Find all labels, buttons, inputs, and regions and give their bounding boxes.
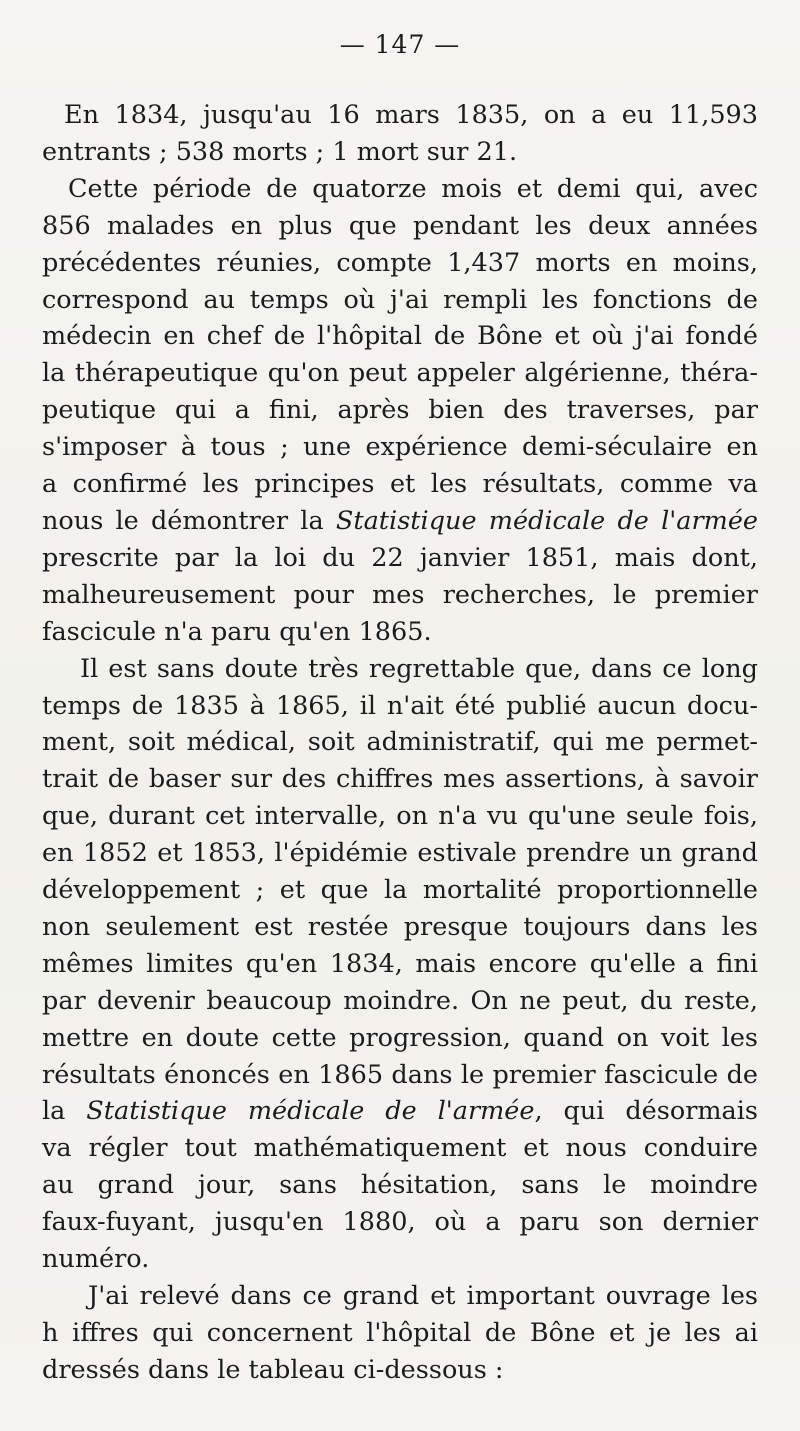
text-line: faux-fuyant, jusqu'en 1880, où a paru son dernier: [42, 1207, 758, 1238]
text-line: mettre en doute cette progression, quand on voit les: [42, 1022, 758, 1053]
text-line: au grand jour, sans hésitation, sans le moindre: [42, 1170, 758, 1201]
text-line: a confirmé les principes et les résultats, comme va: [42, 469, 758, 500]
text-line: résultats énoncés en 1865 dans le premier fascicule de: [42, 1059, 758, 1090]
text-line: médecin en chef de l'hôpital de Bône et où j'ai fondé: [42, 321, 758, 352]
text-segment: la: [42, 1096, 66, 1127]
text-line: En 1834, jusqu'au 16 mars 1835, on a eu 11,593: [64, 100, 758, 130]
text-line: mêmes limites qu'en 1834, mais encore qu'elle a fini: [42, 948, 758, 979]
text-line: trait de baser sur des chiffres mes assertions, à savoir: [42, 764, 758, 795]
text-line: précédentes réunies, compte 1,437 morts en moins,: [42, 247, 758, 278]
text-line: correspond au temps où j'ai rempli les fonctions de: [42, 284, 758, 315]
paragraph-1: [42, 97, 758, 171]
book-title-italic: Statistique médicale de l'armée: [335, 505, 759, 536]
page-number: — 147 —: [339, 30, 461, 59]
text-line: ment, soit médical, soit administratif, qui me permet-: [42, 727, 758, 758]
text-line-with-title: [42, 1093, 758, 1130]
text-line: s'imposer à tous ; une expérience demi-séculaire en: [42, 432, 758, 463]
text-line: va régler tout mathématiquement et nous conduire: [42, 1133, 758, 1164]
text-line: malheureusement pour mes recherches, le premier: [42, 579, 758, 610]
body-text: [42, 97, 758, 1389]
book-title-italic: Statistique médicale de l'armée: [86, 1096, 535, 1127]
text-line: peutique qui a fini, après bien des traverses, par: [42, 395, 758, 426]
paragraph-3: [42, 651, 758, 1278]
paragraph-2: [42, 171, 758, 651]
text-line: J'ai relevé dans ce grand et important ouvrage les: [88, 1281, 758, 1311]
text-line: Il est sans doute très regrettable que, dans ce long: [80, 653, 758, 684]
text-line: que, durant cet intervalle, on n'a vu qu'une seule fois,: [42, 801, 758, 832]
text-line: fascicule n'a paru qu'en 1865.: [42, 616, 432, 647]
text-line: développement ; et que la mortalité proportionnelle: [42, 875, 758, 906]
text-line: par devenir beaucoup moindre. On ne peut, du reste,: [42, 985, 758, 1016]
text-line: prescrite par la loi du 22 janvier 1851, mais dont,: [42, 542, 758, 573]
text-line-with-title: [42, 503, 758, 540]
text-segment: , qui désormais: [534, 1096, 759, 1127]
text-segment: nous le démontrer la: [42, 505, 324, 536]
text-line: temps de 1835 à 1865, il n'ait été publié aucun docu-: [42, 690, 758, 721]
paragraph-4: [42, 1278, 758, 1389]
text-line: h iffres qui concernent l'hôpital de Bône et je les ai: [42, 1317, 758, 1348]
text-line: numéro.: [42, 1244, 150, 1275]
text-line: la thérapeutique qu'on peut appeler algérienne, théra-: [42, 358, 758, 389]
text-line: non seulement est restée presque toujours dans les: [42, 911, 758, 942]
text-line: Cette période de quatorze mois et demi qui, avec: [68, 173, 758, 204]
text-line: 856 malades en plus que pendant les deux années: [42, 210, 758, 241]
text-line: entrants ; 538 morts ; 1 mort sur 21.: [42, 136, 518, 167]
text-line: en 1852 et 1853, l'épidémie estivale prendre un grand: [42, 838, 758, 869]
text-line: dressés dans le tableau ci-dessous :: [42, 1354, 504, 1385]
